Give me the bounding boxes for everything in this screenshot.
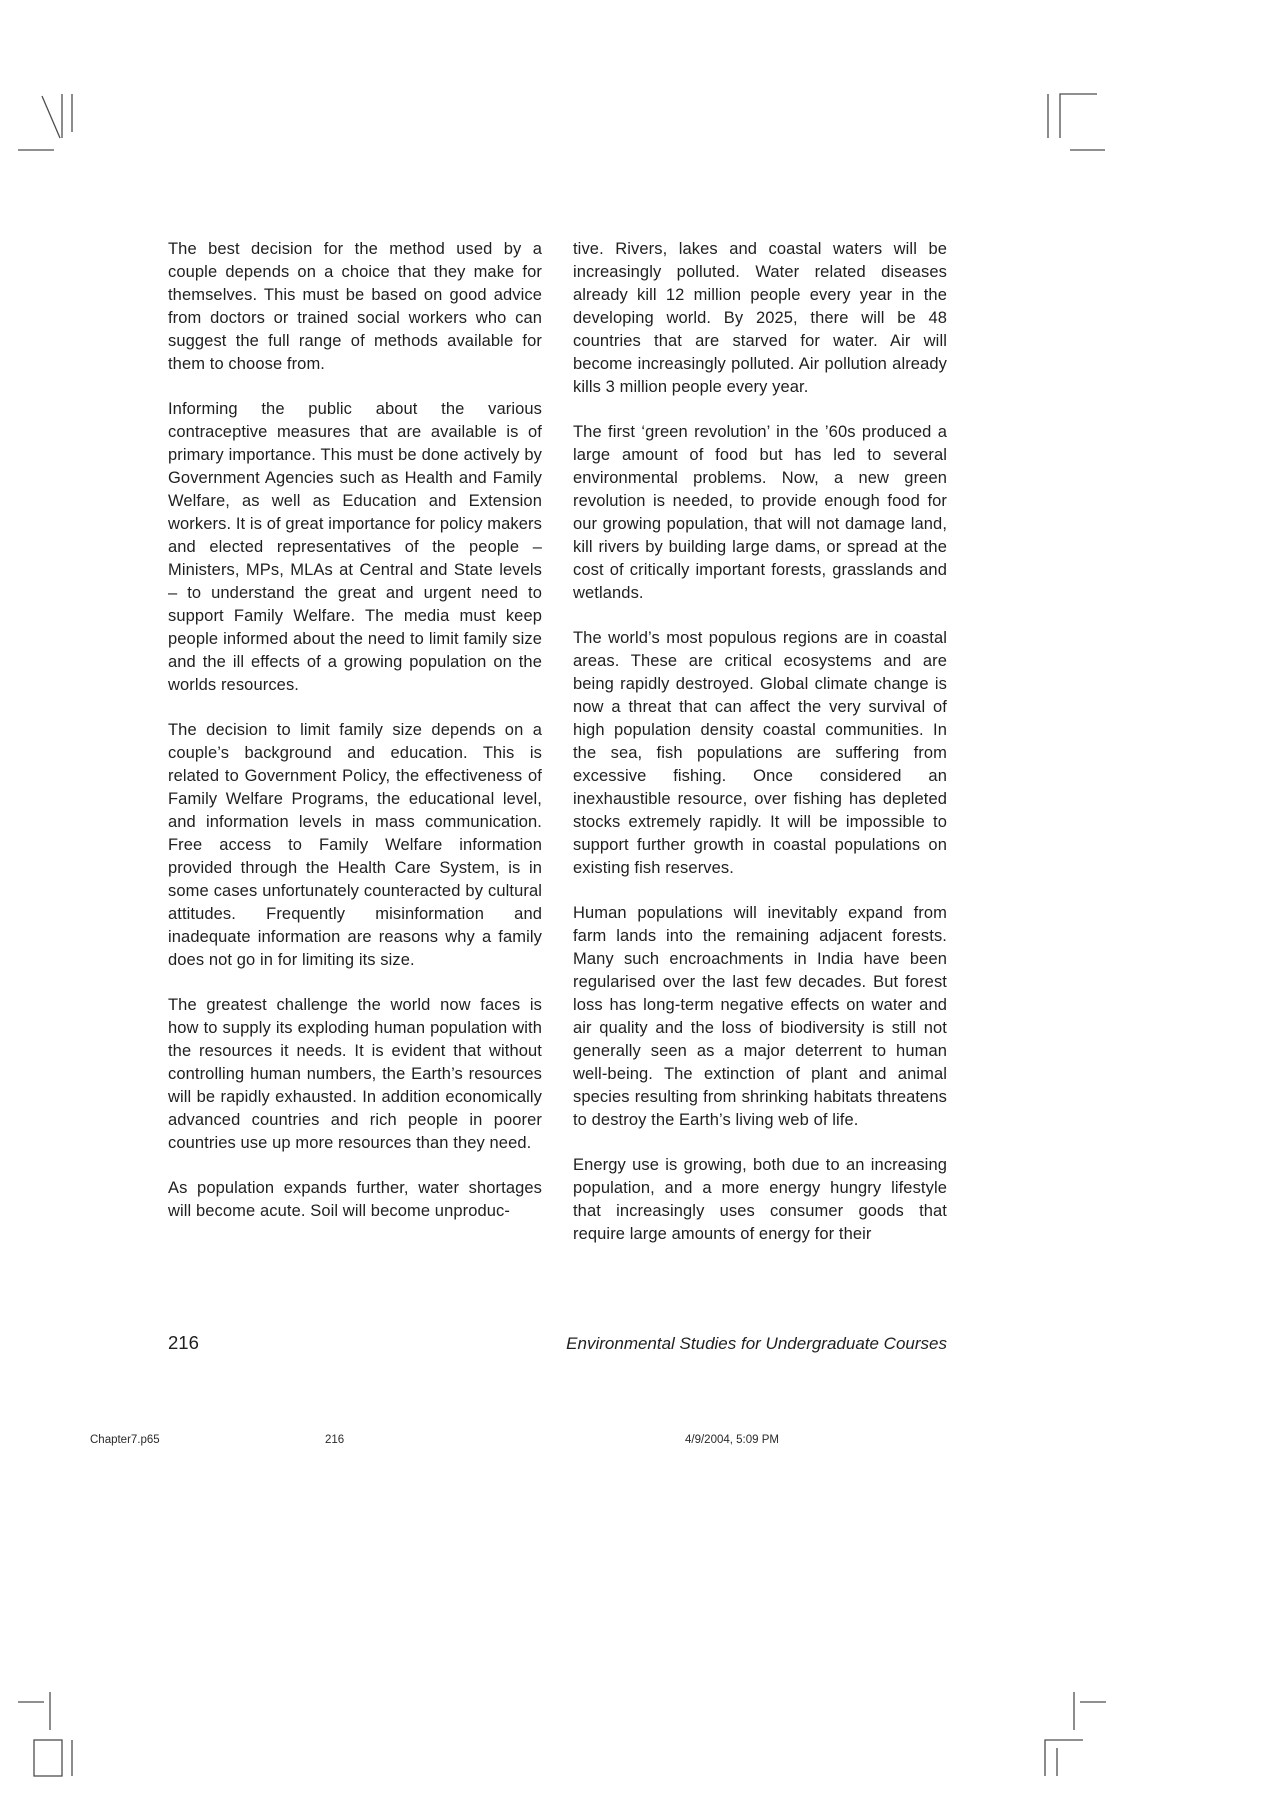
page-footer — [168, 1332, 947, 1354]
running-title: Environmental Studies for Undergraduate Courses — [566, 1334, 947, 1353]
crop-mark-bottom-left — [14, 1688, 89, 1783]
paragraph: Informing the public about the various contraceptive measures that are available is of primary importance. This must be done actively by Government Agencies such as Health and Family Welfare, as well as Education and Extension workers. It is of great importance for policy makers and elected representatives of the people – Ministers, MPs, MLAs at Central and State levels – to understand the great and urgent need to support Family Welfare. The media must keep people informed about the need to limit family size and the ill effects of a growing population on the worlds resources. — [168, 400, 542, 694]
print-slug-line — [0, 1434, 1272, 1450]
crop-mark-bottom-right — [1035, 1688, 1110, 1783]
slug-filename: Chapter7.p65 — [90, 1434, 160, 1446]
paragraph: tive. Rivers, lakes and coastal waters will be increasingly polluted. Water related diseases already kill 12 million people every year in the developing world. By 2025, there will be 48 countries that are starved for water. Air will become increasingly polluted. Air pollution already kills 3 million people every year. — [573, 240, 947, 396]
page-number: 216 — [168, 1332, 199, 1353]
crop-mark-top-left — [14, 88, 86, 168]
crop-mark-top-right — [1035, 88, 1110, 168]
paragraph: The first ‘green revolution’ in the ’60s produced a large amount of food but has led to several environmental problems. Now, a new green revolution is needed, to provide enough food for our growing population, that will not damage land, kill rivers by building large dams, or spread at the cost of critically important forests, grasslands and wetlands. — [573, 423, 947, 602]
paragraph: The world’s most populous regions are in coastal areas. These are critical ecosystems and are being rapidly destroyed. Global climate change is now a threat that can affect the very survival of high population density coastal communities. In the sea, fish populations are suffering from excessive fishing. Once considered an inexhaustible resource, over fishing has depleted stocks extremely rapidly. It will be impossible to support further growth in coastal populations on existing fish reserves. — [573, 629, 947, 877]
paragraph: The decision to limit family size depends on a couple’s background and education. This is related to Government Policy, the effectiveness of Family Welfare Programs, the educational level, and information levels in mass communication. Free access to Family Welfare information provided through the Health Care System, is in some cases unfortunately counteracted by cultural attitudes. Frequently misinformation and inadequate information are reasons why a family does not go in for limiting its size. — [168, 721, 542, 969]
paragraph: The greatest challenge the world now faces is how to supply its exploding human population with the resources it needs. It is evident that without controlling human numbers, the Earth’s resources will be rapidly exhausted. In addition economically advanced countries and rich people in poorer countries use up more resources than they need. — [168, 996, 542, 1152]
text-column-left — [168, 238, 542, 1268]
text-column-right — [573, 238, 947, 1268]
paragraph: Energy use is growing, both due to an increasing population, and a more energy hungry lifestyle that increasingly uses consumer goods that require large amounts of energy for their — [573, 1156, 947, 1243]
slug-datetime: 4/9/2004, 5:09 PM — [685, 1434, 779, 1446]
page-body — [168, 238, 947, 1268]
paragraph: As population expands further, water shortages will become acute. Soil will become unproduc- — [168, 1179, 542, 1220]
paragraph: The best decision for the method used by a couple depends on a choice that they make for themselves. This must be based on good advice from doctors or trained social workers who can suggest the full range of methods available for them to choose from. — [168, 240, 542, 373]
slug-page-number: 216 — [325, 1434, 345, 1446]
paragraph: Human populations will inevitably expand from farm lands into the remaining adjacent forests. Many such encroachments in India have been regularised over the last few decades. But forest loss has long-term negative effects on water and air quality and the loss of biodiversity is still not generally seen as a major deterrent to human well-being. The extinction of plant and animal species resulting from shrinking habitats threatens to destroy the Earth’s living web of life. — [573, 904, 947, 1129]
